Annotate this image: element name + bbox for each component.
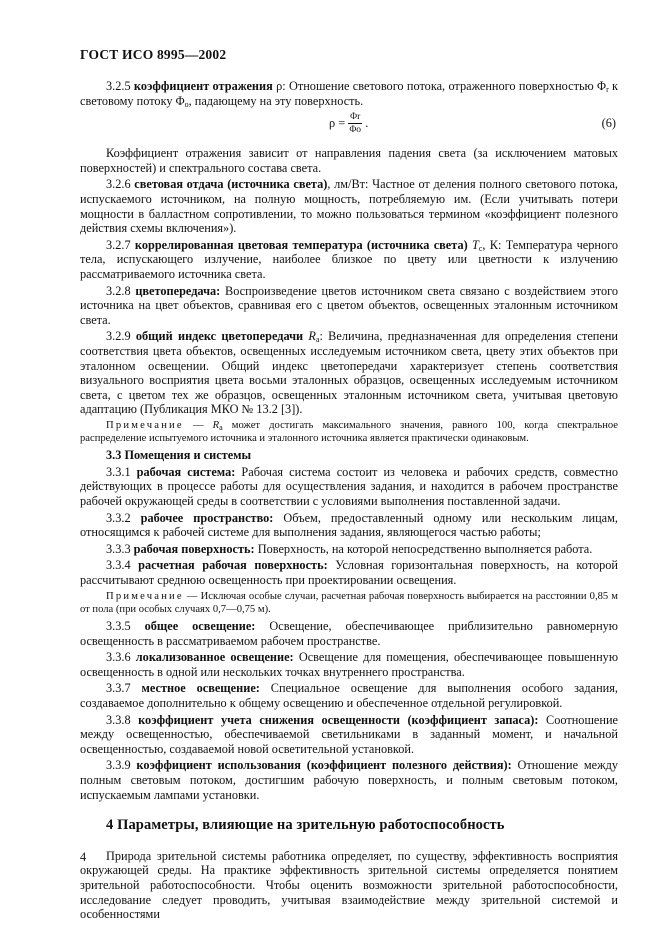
item-3-3-8 — [80, 713, 618, 757]
page-content — [80, 79, 618, 924]
definition: Условная горизонтальная поверхность, на которой рассчитывают среднюю освещенность при проектировании освещения. — [80, 558, 618, 588]
document-header: ГОСТ ИСО 8995—2002 — [80, 47, 227, 62]
term: рабочее пространство: — [140, 510, 274, 525]
paragraph-reflectance-note: Коэффициент отражения зависит от направления падения света (за исключением матовых поверхностей) и спектрального состава света. — [80, 146, 618, 175]
definition: , К: Температура черного тела, испускающего излучение, наиболее близкое по цвету или цветности к излучению рассматриваемого источника света. — [80, 237, 619, 281]
definition: , падающему на эту поверхность. — [188, 93, 364, 108]
subscript: a — [219, 422, 223, 432]
note-text: — Исключая особые случаи, расчетная рабочая поверхность выбирается на расстоянии 0,85 м от пола (при особых случаях 0,7—0,75 м). — [80, 590, 618, 615]
item-3-3-9 — [80, 758, 618, 802]
definition: Рабочая система состоит из человека и рабочих средств, совместно действующих в процессе работы для осуществления задания, и находится в рабочем пространстве рабочей окружающей среды в соответствии с условиями выполнения поставленной задачи. — [80, 464, 618, 509]
item-number: 3.3.1 — [106, 464, 131, 479]
formula-6 — [80, 110, 618, 140]
symbol: ρ — [276, 79, 283, 93]
item-number: 3.3.5 — [106, 619, 131, 634]
item-number: 3.3.7 — [106, 681, 131, 696]
term: коррелированная цветовая температура (источника света) — [134, 237, 468, 252]
term: коэффициент использования (коэффициент полезного действия): — [136, 758, 512, 773]
symbol: T — [472, 237, 479, 252]
item-3-3-1 — [80, 465, 618, 509]
item-number: 3.3.6 — [106, 650, 131, 665]
item-number: 3.3.2 — [106, 510, 131, 525]
item-number: 3.2.7 — [106, 237, 131, 252]
term: коэффициент учета снижения освещенности (коэффициент запаса): — [138, 712, 539, 727]
item-3-3-3 — [80, 542, 618, 557]
formula-expression — [329, 112, 368, 135]
item-3-2-9 — [80, 329, 618, 417]
item-number: 3.3.9 — [106, 758, 131, 773]
definition: Специальное освещение для выполнения особого задания, создаваемое дополнительно к общему освещению и обеспеченное отдельной регулировкой. — [80, 681, 618, 710]
item-number: 3.3.3 — [106, 541, 131, 556]
definition: к световому потоку Φ — [80, 79, 619, 108]
definition: Поверхность, на которой непосредственно выполняется работа. — [254, 541, 593, 556]
definition: Освещение для помещения, обеспечивающее повышенную освещенность в одной или нескольких точках внутреннего пространства. — [80, 650, 619, 679]
term: коэффициент отражения — [133, 79, 273, 93]
item-3-2-7 — [80, 238, 618, 282]
item-number: 3.3.4 — [106, 558, 131, 573]
formula-number: (6) — [601, 116, 616, 131]
page-number: 4 — [80, 850, 87, 864]
term: локализованное освещение: — [135, 650, 294, 665]
fraction-denominator: Φo — [349, 125, 362, 136]
term: местное освещение: — [141, 681, 260, 696]
term: расчетная рабочая поверхность: — [138, 558, 328, 573]
definition: Освещение, обеспечивающее приблизительно равномерную освещенность в рассматриваемом рабочем пространстве. — [80, 619, 618, 648]
paragraph-section-4: Природа зрительной системы работника определяет, по существу, эффективность восприятия окружающей среды. На практике эффективность зрительной системы определяется понятием зрительной работоспособности. Чтобы оценить возможности зрительной работоспособности, исследование следует проводить, учитывая взаимодействие между зрительной системой и особенностями — [80, 848, 618, 922]
item-number: 3.2.9 — [106, 329, 131, 344]
formula-tail: . — [365, 116, 369, 131]
subsection-heading-3-3: 3.3 Помещения и системы — [106, 448, 252, 463]
subscript: a — [315, 335, 320, 345]
symbol: R — [212, 419, 220, 431]
formula-lhs: ρ = — [329, 116, 346, 131]
definition: , лм/Вт: Частное от деления полного светового потока, испускаемого источником, на полную мощность, потребляемую им. (Если учитывать потери мощности в балластном сопротивлении, то можно пользоваться термином «коэффициент полезного действия схемы включения»). — [80, 177, 618, 236]
subscript: o — [184, 99, 189, 109]
term: световая отдача (источника света) — [134, 177, 328, 192]
item-3-2-6 — [80, 177, 618, 235]
item-3-3-2 — [80, 511, 618, 540]
fraction-numerator: Φr — [350, 112, 361, 123]
definition: : Отношение светового потока, отраженного поверхностью Φ — [282, 79, 607, 93]
item-3-3-7 — [80, 681, 618, 710]
item-number: 3.2.5 — [106, 79, 131, 93]
term: цветопередача: — [135, 283, 221, 298]
section-heading-4: 4 Параметры, влияющие на зрительную работоспособность — [106, 817, 505, 834]
item-number: 3.2.6 — [106, 177, 131, 192]
formula-fraction — [348, 112, 362, 135]
note-label: Примечание — [106, 590, 184, 602]
item-3-3-6 — [80, 650, 618, 679]
definition: Объем, предоставленный одному или нескольким лицам, относящимся к рабочей системе для выполнения задания, являющегося частью работы; — [80, 510, 618, 540]
definition: Соотношение между освещенностью, обеспечиваемой светильниками в заданный момент, и начальной освещенностью, создаваемой новой осветительной установкой. — [80, 712, 618, 756]
item-number: 3.3.8 — [106, 712, 131, 727]
item-number: 3.2.8 — [106, 283, 131, 298]
note-text: может достигать максимального значения, равного 100, когда спектральное распределение испытуемого источника и эталонного источника является практически одинаковым. — [80, 419, 619, 445]
term: общее освещение: — [144, 619, 256, 634]
note-dash: — — [183, 419, 213, 431]
note-working-surface — [80, 590, 618, 616]
note-color-rendering — [80, 419, 618, 445]
definition: Воспроизведение цветов источником света связано с воздействием этого источника на цвет объектов, сравнивая его с цветом объектов, освещенных эталонным источником света. — [80, 283, 618, 327]
term: общий индекс цветопередачи — [135, 329, 304, 344]
subscript: r — [606, 85, 609, 94]
item-3-3-5 — [80, 619, 618, 648]
item-3-3-4 — [80, 558, 618, 587]
term: рабочая поверхность: — [133, 541, 255, 556]
note-label: Примечание — [106, 419, 184, 431]
symbol: R — [308, 329, 316, 344]
subscript: c — [478, 243, 483, 253]
definition: Отношение между полным световым потоком, достигшим рабочую поверхность, и полным световым потоком, испускаемым лампами установки. — [80, 758, 618, 802]
item-3-2-8 — [80, 284, 618, 328]
definition: : Величина, предназначенная для определения степени соответствия цвета объектов, освещенных исследуемым источником света, цвету этих объектов при эталонном освещении. Общий индекс цветопередачи характеризует степень соответствия визуального восприятия цвета восьми эталонных образцов, освещенных исследуемым источником света, с цветом тех же образцов, освещенных эталонным источником света, учитывая цветовую адаптацию (Публикация МКО № 13.2 [3]). — [80, 329, 619, 417]
term: рабочая система: — [136, 464, 236, 479]
item-3-2-5 — [80, 79, 618, 108]
